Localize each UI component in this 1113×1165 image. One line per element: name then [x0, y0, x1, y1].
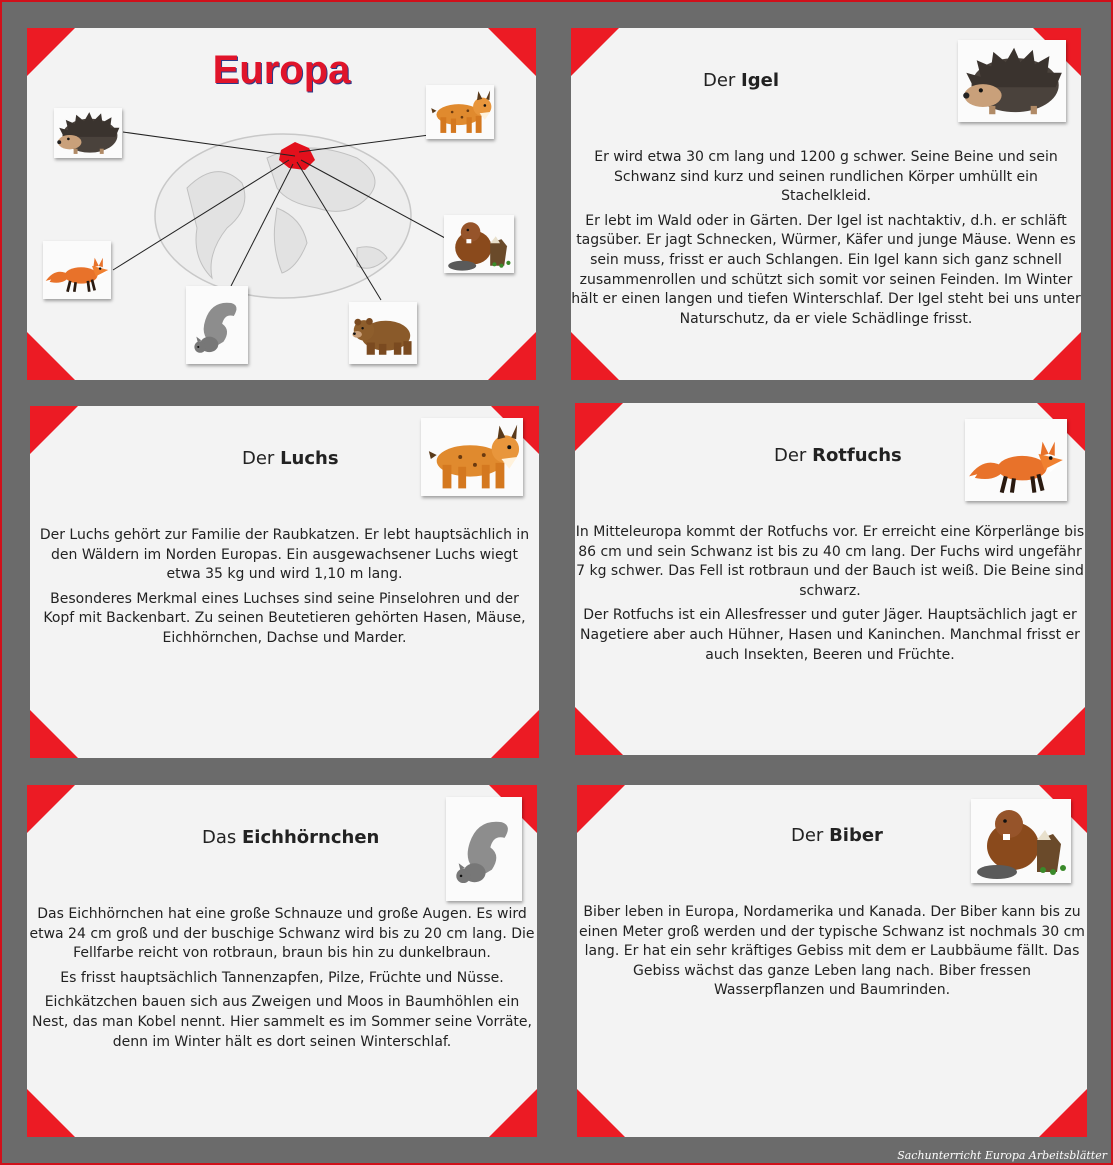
card-title — [571, 70, 996, 91]
rotfuchs-card — [575, 403, 1085, 755]
paragraph: In Mitteleuropa kommt der Rotfuchs vor. Er erreicht eine Körperlänge bis 86 cm und sein Schwanz ist bis zu 40 cm lang. Der Fuchs wird ungefähr 7 kg schwer. Das Fell ist rotbraun und der Bauch ist weiß. Die Beine sind schwarz. — [575, 524, 1085, 599]
title-prefix: Der — [242, 448, 275, 469]
hedgehog-thumbnail — [54, 108, 122, 158]
fox-picture — [965, 419, 1067, 501]
hedgehog-icon — [958, 40, 1066, 122]
fox-icon — [965, 419, 1067, 501]
card-text — [577, 903, 1087, 1006]
corner-decoration — [30, 406, 78, 454]
corner-decoration — [489, 1089, 537, 1137]
card-text — [34, 526, 535, 654]
europa-title: Europa — [212, 48, 351, 92]
paragraph: Er lebt im Wald oder in Gärten. Der Igel ist nachtaktiv, d.h. er schläft tagsüber. Er jagt Schnecken, Würmer, Käfer und junge Mäuse. Wenn es sein muss, frisst er auch Schlangen. Ein Igel kann sich ganz schnell zusammenrollen und schützt sich somit vor seinen Feinden. Im Winter hält er einen langen und tiefen Winterschlaf. Der Igel steht bei uns unter Naturschutz, da er viele Schädlinge frisst. — [571, 212, 1081, 327]
corner-decoration — [30, 710, 78, 758]
lynx-thumbnail — [426, 85, 494, 139]
paragraph: Besonderes Merkmal eines Luchses sind seine Pinselohren und der Kopf mit Backenbart. Zu seinen Beutetieren gehörten Hasen, Mäuse, Eichhörnchen, Dachse und Marder. — [43, 590, 526, 646]
title-name: Igel — [741, 70, 780, 91]
corner-decoration — [27, 1089, 75, 1137]
title-name: Biber — [829, 825, 883, 846]
squirrel-picture — [446, 797, 522, 901]
squirrel-icon — [446, 797, 522, 901]
paragraph: Biber leben in Europa, Nordamerika und Kanada. Der Biber kann bis zu einen Meter groß werden und der typische Schwanz ist nochmals 30 cm lang. Er hat ein sehr kräftiges Gebiss mit dem er Laubbäume fällt. Das Gebiss wächst das ganze Leben lang nach. Biber fressen Wasserpflanzen und Baumrinden. — [579, 904, 1085, 999]
beaver-icon — [971, 799, 1071, 883]
luchs-card — [30, 406, 539, 758]
igel-card — [571, 28, 1081, 380]
beaver-picture — [971, 799, 1071, 883]
corner-decoration — [577, 1089, 625, 1137]
paragraph: Der Luchs gehört zur Familie der Raubkatzen. Er lebt hauptsächlich in den Wäldern im Norden Europas. Ein ausgewachsener Luchs wiegt etwa 35 kg und wird 1,10 m lang. — [39, 527, 530, 583]
watermark: Sachunterricht Europa Arbeitsblätter — [897, 1149, 1107, 1162]
bear-icon — [349, 302, 417, 364]
title-prefix: Der — [702, 70, 736, 91]
paragraph: Es frisst hauptsächlich Tannenzapfen, Pilze, Früchte und Nüsse. — [60, 969, 504, 986]
corner-decoration — [1037, 707, 1085, 755]
corner-decoration — [571, 332, 619, 380]
card-text — [571, 148, 1081, 334]
corner-decoration — [575, 707, 623, 755]
title-prefix: Der — [774, 445, 807, 466]
paragraph: Er wird etwa 30 cm lang und 1200 g schwer. Seine Beine und sein Schwanz sind kurz und seinen rundlichen Körper umhüllt ein Stachelkleid. — [594, 149, 1058, 205]
eichhoernchen-card — [27, 785, 537, 1137]
card-text — [27, 905, 537, 1057]
paragraph: Der Rotfuchs ist ein Allesfresser und guter Jäger. Hauptsächlich jagt er Nagetiere aber auch Hühner, Hasen und Kaninchen. Manchmal frisst er auch Insekten, Beeren und Früchte. — [580, 607, 1080, 663]
title-name: Rotfuchs — [812, 445, 902, 466]
title-name: Eichhörnchen — [242, 827, 380, 848]
title-name: Luchs — [280, 448, 339, 469]
lynx-picture — [421, 418, 523, 496]
beaver-thumbnail — [444, 215, 514, 273]
corner-decoration — [1039, 1089, 1087, 1137]
squirrel-icon — [186, 286, 248, 364]
fox-icon — [43, 241, 111, 299]
europa-map-card — [27, 28, 536, 380]
title-prefix: Das — [202, 827, 237, 848]
hedgehog-picture — [958, 40, 1066, 122]
lynx-icon — [426, 85, 494, 139]
lynx-icon — [421, 418, 523, 496]
biber-card — [577, 785, 1087, 1137]
beaver-icon — [444, 215, 514, 273]
paragraph: Eichkätzchen bauen sich aus Zweigen und Moos in Baumhöhlen ein Nest, das man Kobel nennt. Hier sammelt es im Sommer seine Vorräte, denn im Winter hält es dort seinen Winterschlaf. — [32, 994, 532, 1050]
corner-decoration — [575, 403, 623, 451]
fox-thumbnail — [43, 241, 111, 299]
title-prefix: Der — [791, 825, 824, 846]
corner-decoration — [571, 28, 619, 76]
world-map — [27, 28, 536, 380]
hedgehog-icon — [54, 108, 122, 158]
paragraph: Das Eichhörnchen hat eine große Schnauze und große Augen. Es wird etwa 24 cm groß und der buschige Schwanz wird bis zu 20 cm lang. Die Fellfarbe reicht von rotbraun, braun bis hin zu dunkelbraun. — [29, 906, 535, 962]
squirrel-thumbnail — [186, 286, 248, 364]
corner-decoration — [491, 710, 539, 758]
corner-decoration — [27, 785, 75, 833]
bear-thumbnail — [349, 302, 417, 364]
card-text — [575, 523, 1085, 670]
corner-decoration — [1033, 332, 1081, 380]
